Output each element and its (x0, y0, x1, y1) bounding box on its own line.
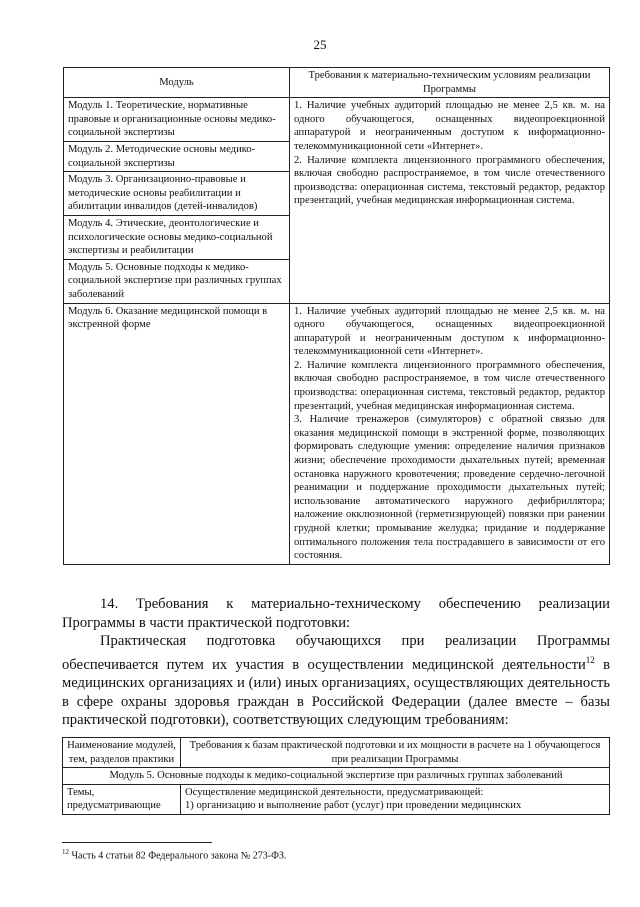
requirements-cell (290, 303, 610, 564)
requirement-item: 1. Наличие учебных аудиторий площадью не менее 2,5 кв. м. на одного обучающегося, оснащенных видеопроекционной аппаратурой и неограниченным доступом к информационно-телекоммуникационной сети «Интернет». (294, 305, 605, 358)
header-module: Модуль (64, 68, 290, 98)
activity-line: Осуществление медицинской деятельности, предусматривающей: (185, 786, 484, 798)
section-paragraph (62, 632, 610, 730)
footnote-reference[interactable]: 12 (585, 654, 595, 665)
table-row (64, 98, 610, 142)
footnote-mark: 12 (62, 848, 69, 856)
requirement-item: 3. Наличие тренажеров (симуляторов) с обратной связью для оказания медицинской помощи в экстренной форме, позволяющих формировать следующие умения: определение наличия признаков жизни; обеспечение проходимости дыхательных путей; временная остановка наружного кровотечения; проведение сердечно-легочной реанимации и поддержание проходимости дыхательных путей; использование автоматического наружного дефибриллятора; наложение окклюзионной (герметизирующей) повязки при ранении грудной клетки; промывание желудка; придание и поддержание оптимального положения тела пострадавшего в зависимости от его состояния. (294, 414, 605, 562)
activity-line: 1) организацию и выполнение работ (услуг) при проведении медицинских (185, 800, 522, 812)
module-span-row: Модуль 5. Основные подходы к медико-социальной экспертизе при различных группах заболеваний (63, 768, 610, 785)
footnote-divider (62, 842, 212, 843)
table-header-row (63, 738, 610, 768)
requirement-item: 2. Наличие комплекта лицензионного программного обеспечения, включая свободно распространяемое, в том числе отечественного производства: операционная система, текстовый редактор, редактор презентаций, учебная медицинская информационная система. (294, 359, 605, 412)
module-cell: Модуль 6. Оказание медицинской помощи в экстренной форме (64, 303, 290, 564)
table-row (63, 784, 610, 814)
activity-cell (181, 784, 610, 814)
table-row (63, 768, 610, 785)
paragraph-text-start: Практическая подготовка обучающихся при реализации Программы обеспечивается путем их участия в осуществлении медицинской деятельности (62, 633, 610, 673)
requirement-item: 1. Наличие учебных аудиторий площадью не менее 2,5 кв. м. на одного обучающегося, оснащенных видеопроекционной аппаратурой и неограниченным доступом к информационно-телекоммуникационной сети «Интернет». (294, 100, 605, 152)
header-module-names: Наименование модулей, тем, разделов практики (63, 738, 181, 768)
section-heading: 14. Требования к материально-техническому обеспечению реализации Программы в части практической подготовки: (62, 596, 610, 631)
header-base-requirements: Требования к базам практической подготовки и их мощности в расчете на 1 обучающегося при реализации Программы (181, 738, 610, 768)
paragraph-text-end: в медицинских организациях и (или) иных организациях, осуществляющих деятельность в сфере охраны здоровья граждан в Российской Федерации (далее вместе – базы практической подготовки), соответствующих следующим требованиям: (62, 656, 610, 729)
section-14 (62, 595, 610, 730)
requirement-item: 2. Наличие комплекта лицензионного программного обеспечения, включая свободно распространяемое, в том числе отечественного производства: операционная система, текстовый редактор, редактор презентаций, учебная медицинская информационная система. (294, 154, 605, 207)
header-requirements: Требования к материально-техническим условиям реализации Программы (290, 68, 610, 98)
footnote (62, 848, 287, 861)
module-cell: Модуль 3. Организационно-правовые и методические основы реабилитации и абилитации инвалидов (детей-инвалидов) (64, 172, 290, 216)
footnote-text: Часть 4 статьи 82 Федерального закона № 273-ФЗ. (69, 850, 287, 862)
module-cell: Модуль 5. Основные подходы к медико-социальной экспертизе при различных группах заболеваний (64, 259, 290, 303)
practice-bases-table (62, 737, 610, 815)
module-cell: Модуль 2. Методические основы медико-социальной экспертизы (64, 141, 290, 171)
module-cell: Модуль 1. Теоретические, нормативные правовые и организационные основы медико-социальной экспертизы (64, 98, 290, 142)
table-row (64, 303, 610, 564)
module-cell: Модуль 4. Этические, деонтологические и психологические основы медико-социальной экспертизы и реабилитации (64, 215, 290, 259)
topic-cell: Темы, предусматривающие (63, 784, 181, 814)
table-header-row (64, 68, 610, 98)
requirements-table (63, 67, 610, 565)
page-number: 25 (313, 37, 327, 52)
requirements-cell (290, 98, 610, 303)
